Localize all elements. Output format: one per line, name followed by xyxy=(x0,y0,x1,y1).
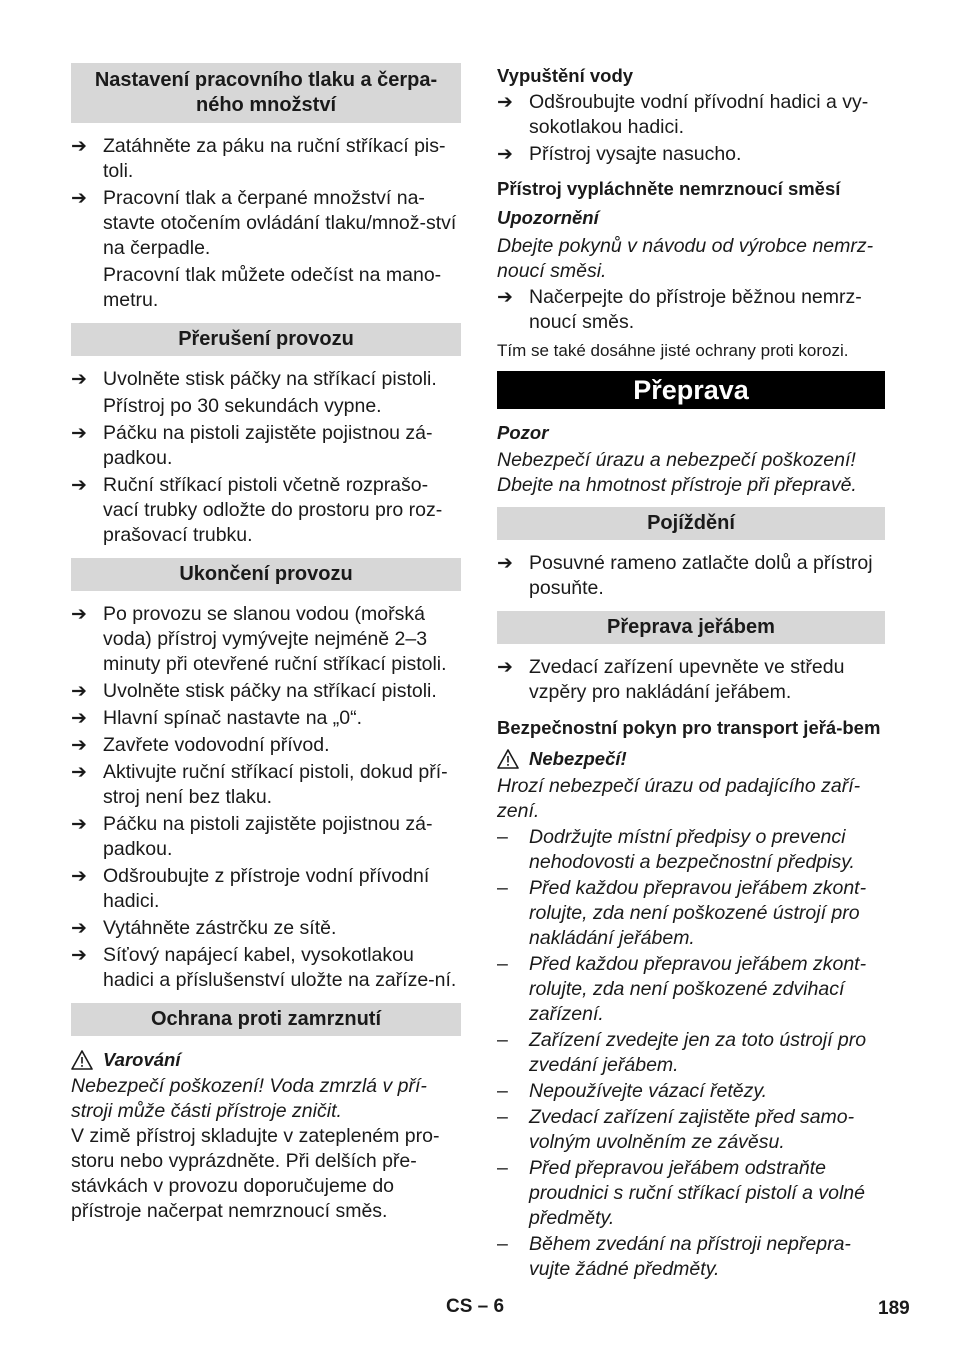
arrow-icon: ➔ xyxy=(71,604,87,625)
arrow-icon: ➔ xyxy=(71,681,87,702)
list-item: ➔ Hlavní spínač nastavte na „0“. xyxy=(71,707,363,729)
arrow-icon: ➔ xyxy=(71,762,87,783)
arrow-icon: ➔ xyxy=(497,144,513,165)
page-number: 189 xyxy=(878,1298,910,1319)
list-item: ➔ Uvolněte stisk páčky na stříkací pistoli. xyxy=(71,368,437,390)
subheading-drain: Vypuštění vody xyxy=(497,65,634,86)
list-item: ➔ Ruční stříkací pistoli včetně rozprašo-vací trubky odložte do prostoru pro roz-prašovací trubku. xyxy=(71,474,443,546)
arrow-icon: ➔ xyxy=(71,735,87,756)
dash-list-item: – Před přepravou jeřábem odstraňte proudnici s ruční stříkací pistolí a volné předměty. xyxy=(497,1157,865,1229)
dash-list-item: – Zařízení zvedejte jen za toto ústrojí pro zvedání jeřábem. xyxy=(497,1029,867,1076)
arrow-icon: ➔ xyxy=(71,369,87,390)
arrow-icon: ➔ xyxy=(71,136,87,157)
note-text: Pracovní tlak můžete odečíst na mano-metru. xyxy=(103,264,442,311)
dash-list-item: – Během zvedání na přístroji nepřepra-vujte žádné předměty. xyxy=(497,1233,851,1280)
danger-heading xyxy=(497,746,885,771)
arrow-icon: ➔ xyxy=(497,657,513,678)
arrow-icon: ➔ xyxy=(71,423,87,444)
caution-text: Nebezpečí úrazu a nebezpečí poškození! Dbejte na hmotnost přístroje při přepravě. xyxy=(497,449,857,496)
list-item: ➔ Vytáhněte zástrčku ze sítě. xyxy=(71,917,337,939)
dash-list-item: – Před každou přepravou jeřábem zkont-rolujte, zda není poškozené zdvihací zařízení. xyxy=(497,953,867,1025)
body-text: V zimě přístroj skladujte v zatepleném pro-storu nebo vyprázdněte. Při delších pře-stávkách v provozu doporučujeme do přístroje načerpat nemrznoucí směs. xyxy=(71,1125,440,1222)
list-item: ➔ Síťový napájecí kabel, vysokotlakou hadici a příslušenství uložte na zaříze-ní. xyxy=(71,944,457,991)
arrow-icon: ➔ xyxy=(71,866,87,887)
list-item: ➔ Páčku na pistoli zajistěte pojistnou zá-padkou. xyxy=(71,422,433,469)
subheading-antifreeze: Přístroj vypláchněte nemrznoucí směsí xyxy=(497,178,841,199)
warning-label: Varování xyxy=(103,1049,181,1070)
section-heading-moving: Pojíždění xyxy=(497,507,885,540)
note-text: Přístroj po 30 sekundách vypne. xyxy=(103,395,382,417)
dash-bullet: – xyxy=(497,1029,508,1051)
list-item: ➔ Uvolněte stisk páčky na stříkací pistoli. xyxy=(71,680,437,702)
section-heading-pressure: Nastavení pracovního tlaku a čerpa-ného množství xyxy=(71,63,461,123)
danger-label: Nebezpečí! xyxy=(529,748,627,769)
dash-bullet: – xyxy=(497,1233,508,1255)
dash-bullet: – xyxy=(497,953,508,975)
list-item: ➔ Po provozu se slanou vodou (mořská voda) přístroj vymývejte nejméně 2–3 minuty při otevřené ruční stříkací pistoli. xyxy=(71,603,447,675)
warning-text: Nebezpečí poškození! Voda zmrzlá v pří-stroji může části přístroje zničit. xyxy=(71,1075,427,1122)
list-item: ➔ Přístroj vysajte nasucho. xyxy=(497,143,742,165)
list-item: ➔ Načerpejte do přístroje běžnou nemrz-noucí směs. xyxy=(497,286,862,333)
dash-list-item: – Nepoužívejte vázací řetězy. xyxy=(497,1080,768,1102)
arrow-icon: ➔ xyxy=(497,553,513,574)
section-page-label: CS – 6 xyxy=(446,1296,505,1317)
dash-list-item: – Před každou přepravou jeřábem zkont-rolujte, zda není poškozené ústrojí pro nakládání jeřábem. xyxy=(497,877,867,949)
right-column xyxy=(497,63,885,1282)
chapter-heading-transport: Přeprava xyxy=(497,371,885,409)
list-item: ➔ Aktivujte ruční stříkací pistoli, dokud pří-stroj není bez tlaku. xyxy=(71,761,448,808)
list-item: ➔ Posuvné rameno zatlačte dolů a přístroj posuňte. xyxy=(497,552,873,599)
dash-list-item: – Zvedací zařízení zajistěte před samo-volným uvolněním ze závěsu. xyxy=(497,1106,855,1153)
subheading-crane-safety: Bezpečnostní pokyn pro transport jeřá-bem xyxy=(497,717,881,738)
note-text: Tím se také dosáhne jisté ochrany proti korozi. xyxy=(497,341,849,360)
list-item: ➔ Páčku na pistoli zajistěte pojistnou zá-padkou. xyxy=(71,813,433,860)
danger-text: Hrozí nebezpečí úrazu od padajícího zaří-zení. xyxy=(497,775,861,822)
warning-triangle-icon xyxy=(497,749,519,769)
list-item: ➔ Pracovní tlak a čerpané množství na-stavte otočením ovládání tlaku/množ-ství na čerpadle. xyxy=(71,187,457,259)
dash-bullet: – xyxy=(497,1080,508,1102)
dash-list-item: – Dodržujte místní předpisy o prevenci nehodovosti a bezpečnostní předpisy. xyxy=(497,826,855,873)
section-heading-frost: Ochrana proti zamrznutí xyxy=(71,1003,461,1036)
list-item: ➔ Zvedací zařízení upevněte ve středu vzpěry pro nakládání jeřábem. xyxy=(497,656,845,703)
arrow-icon: ➔ xyxy=(71,945,87,966)
warning-heading xyxy=(71,1047,461,1072)
list-item: ➔ Odšroubujte z přístroje vodní přívodní hadici. xyxy=(71,865,430,912)
list-item: ➔ Zatáhněte za páku na ruční stříkací pis-toli. xyxy=(71,135,446,182)
arrow-icon: ➔ xyxy=(71,188,87,209)
section-heading-interrupt: Přerušení provozu xyxy=(71,323,461,356)
dash-bullet: – xyxy=(497,826,508,848)
warning-triangle-icon xyxy=(71,1050,93,1070)
arrow-icon: ➔ xyxy=(71,475,87,496)
arrow-icon: ➔ xyxy=(71,708,87,729)
left-column xyxy=(71,63,461,1224)
arrow-icon: ➔ xyxy=(71,814,87,835)
arrow-icon: ➔ xyxy=(497,92,513,113)
arrow-icon: ➔ xyxy=(71,918,87,939)
dash-bullet: – xyxy=(497,877,508,899)
section-heading-crane: Přeprava jeřábem xyxy=(497,611,885,644)
notice-text: Dbejte pokynů v návodu od výrobce nemrz-noucí směsi. xyxy=(497,235,874,282)
dash-bullet: – xyxy=(497,1106,508,1128)
list-item: ➔ Zavřete vodovodní přívod. xyxy=(71,734,330,756)
arrow-icon: ➔ xyxy=(497,287,513,308)
section-heading-shutdown: Ukončení provozu xyxy=(71,558,461,591)
notice-label: Upozornění xyxy=(497,207,599,228)
caution-label: Pozor xyxy=(497,422,549,443)
dash-bullet: – xyxy=(497,1157,508,1179)
list-item: ➔ Odšroubujte vodní přívodní hadici a vy-sokotlakou hadici. xyxy=(497,91,869,138)
